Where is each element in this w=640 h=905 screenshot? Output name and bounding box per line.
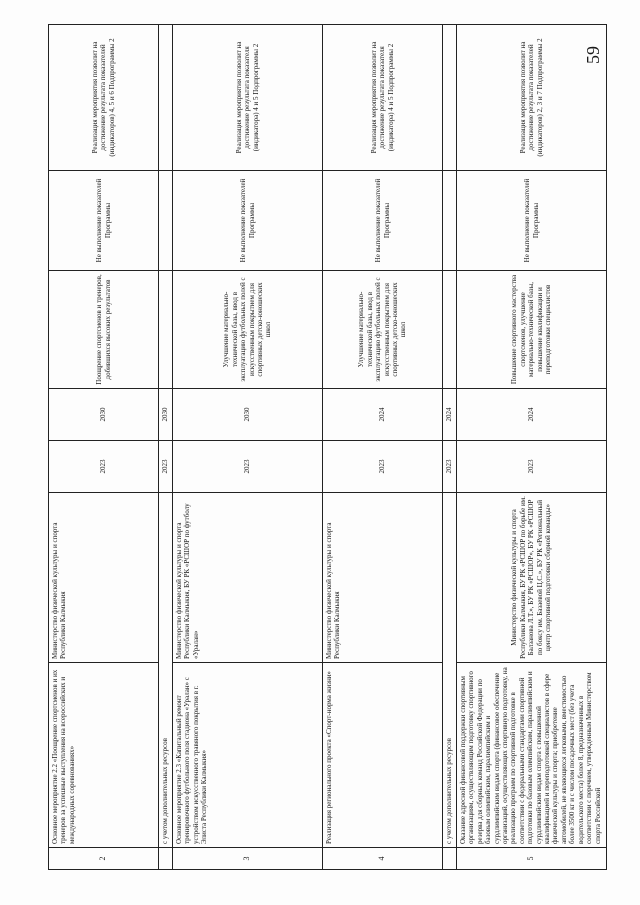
additional-resources-label: с учетом дополнительных ресурсов — [443, 493, 457, 848]
result-cell: Улучшение материально-технической базы, ввод в эксплуатацию футбольных полей с искусственным покрытием для спортивных детско-юношеских школ — [323, 271, 443, 389]
additional-resources-label: с учетом дополнительных ресурсов — [159, 493, 173, 848]
event-cell: Реализация регионального проекта «Спорт-норма жизни» — [323, 663, 443, 848]
start-year-cell: 2023 — [49, 441, 159, 493]
executor-cell: Министерство физической культуры и спорта Республики Калмыкия, БУ РК «РСШОР по борьбе им. Балзанова Л.Т.», БУ РК «РСШОР», БУ РК «РСШОР по боксу им. Базаевой Ц.С.», БУ РК «Региональный центр спортивной подготовки сборной команды» — [457, 493, 607, 663]
consequence-cell: Не выполнение показателей Программы — [49, 171, 159, 271]
table-row-additional-resources — [159, 25, 173, 870]
consequence-cell: Не выполнение показателей Программы — [173, 171, 323, 271]
start-year-cell: 2023 — [173, 441, 323, 493]
table-row — [173, 25, 323, 870]
link-cell: Реализация мероприятия позволит на достижение результата показателя (индикатора) 4 и 5 Подпрограммы 2 — [323, 25, 443, 171]
executor-cell: Министерство физической культуры и спорта Республики Калмыкия — [323, 493, 443, 663]
program-events-table — [48, 24, 607, 870]
rotated-table-container — [48, 25, 602, 870]
table-row — [457, 25, 607, 870]
start-year-cell: 2023 — [159, 441, 173, 493]
row-number: 3 — [173, 848, 323, 870]
consequence-cell: Не выполнение показателей Программы — [457, 171, 607, 271]
start-year-cell: 2023 — [457, 441, 607, 493]
table-row — [323, 25, 443, 870]
executor-cell: Министерство физической культуры и спорта Республики Калмыкия, БУ РК «РСШОР по футболу «Уралан» — [173, 493, 323, 663]
consequence-cell: Не выполнение показателей Программы — [323, 171, 443, 271]
end-year-cell: 2024 — [443, 389, 457, 441]
link-cell: Реализация мероприятия позволит на достижение результата показателей (индикаторов) 4, 5 и 6 Подпрограммы 2 — [49, 25, 159, 171]
end-year-cell: 2024 — [457, 389, 607, 441]
result-cell: Поощрение спортсменов и тренеров, добившихся высоких результатов — [49, 271, 159, 389]
event-cell: Основное мероприятие 2.3 «Капитальный ремонт тренировочного футбольного поля стадиона «Уралан» с устройством искусственного травяного покрытия в г. Элиста Республики Калмыкия» — [173, 663, 323, 848]
event-cell: Основное мероприятие 2.2 «Поощрение спортсменов и их тренеров за успешные выступления на всероссийских и международных соревнованиях» — [49, 663, 159, 848]
end-year-cell: 2024 — [323, 389, 443, 441]
executor-cell: Министерство физической культуры и спорта Республики Калмыкия — [49, 493, 159, 663]
row-number: 2 — [49, 848, 159, 870]
page-number: 59 — [583, 46, 603, 64]
table-row — [49, 25, 159, 870]
event-cell: Оказание адресной финансовой поддержки спортивным организациям, осуществляющим подготовку спортивного резерва для сборных команд Российской Федерации по базовым олимпийским, паралимпийским и сурдлимпийским видам спорта (финансовое обеспечение организаций, осуществляющих спортивную подготовку, на реализацию программ по спортивной подготовке в соответствии с федеральными стандартами спортивной подготовки по базовым олимпийским, паралимпийским и сурдлимпийским видам спорта с повышенной квалификацией и переподготовкой специалистов в сфере физической культуры и спорта; приобретение автомобилей, не являющихся легковыми, вместимостью более 3500 кг и с числом посадочных мест (без учета водительского места) более 8, предназначенных в соответствии с перечнем, утвержденным Министерством спорта Российской — [457, 663, 607, 848]
result-cell: Повышение спортивного мастерства спортсменов, улучшение материально-технической базы, повышение квалификации и переподготовки специалистов — [457, 271, 607, 389]
result-cell: Улучшение материально-технической базы, ввод в эксплуатацию футбольных полей с искусственным покрытием для спортивных детско-юношеских школ — [173, 271, 323, 389]
start-year-cell: 2023 — [323, 441, 443, 493]
end-year-cell: 2030 — [159, 389, 173, 441]
link-cell: Реализация мероприятия позволит на достижение результата показателей (индикаторов) 2, 3 и 7 Подпрограммы 2 — [457, 25, 607, 171]
start-year-cell: 2023 — [443, 441, 457, 493]
link-cell: Реализация мероприятия позволит на достижение результата показателя (индикатора) 4 и 5 Подпрограммы 2 — [173, 25, 323, 171]
end-year-cell: 2030 — [173, 389, 323, 441]
row-number: 5 — [457, 848, 607, 870]
row-number: 4 — [323, 848, 443, 870]
end-year-cell: 2030 — [49, 389, 159, 441]
table-row-additional-resources — [443, 25, 457, 870]
